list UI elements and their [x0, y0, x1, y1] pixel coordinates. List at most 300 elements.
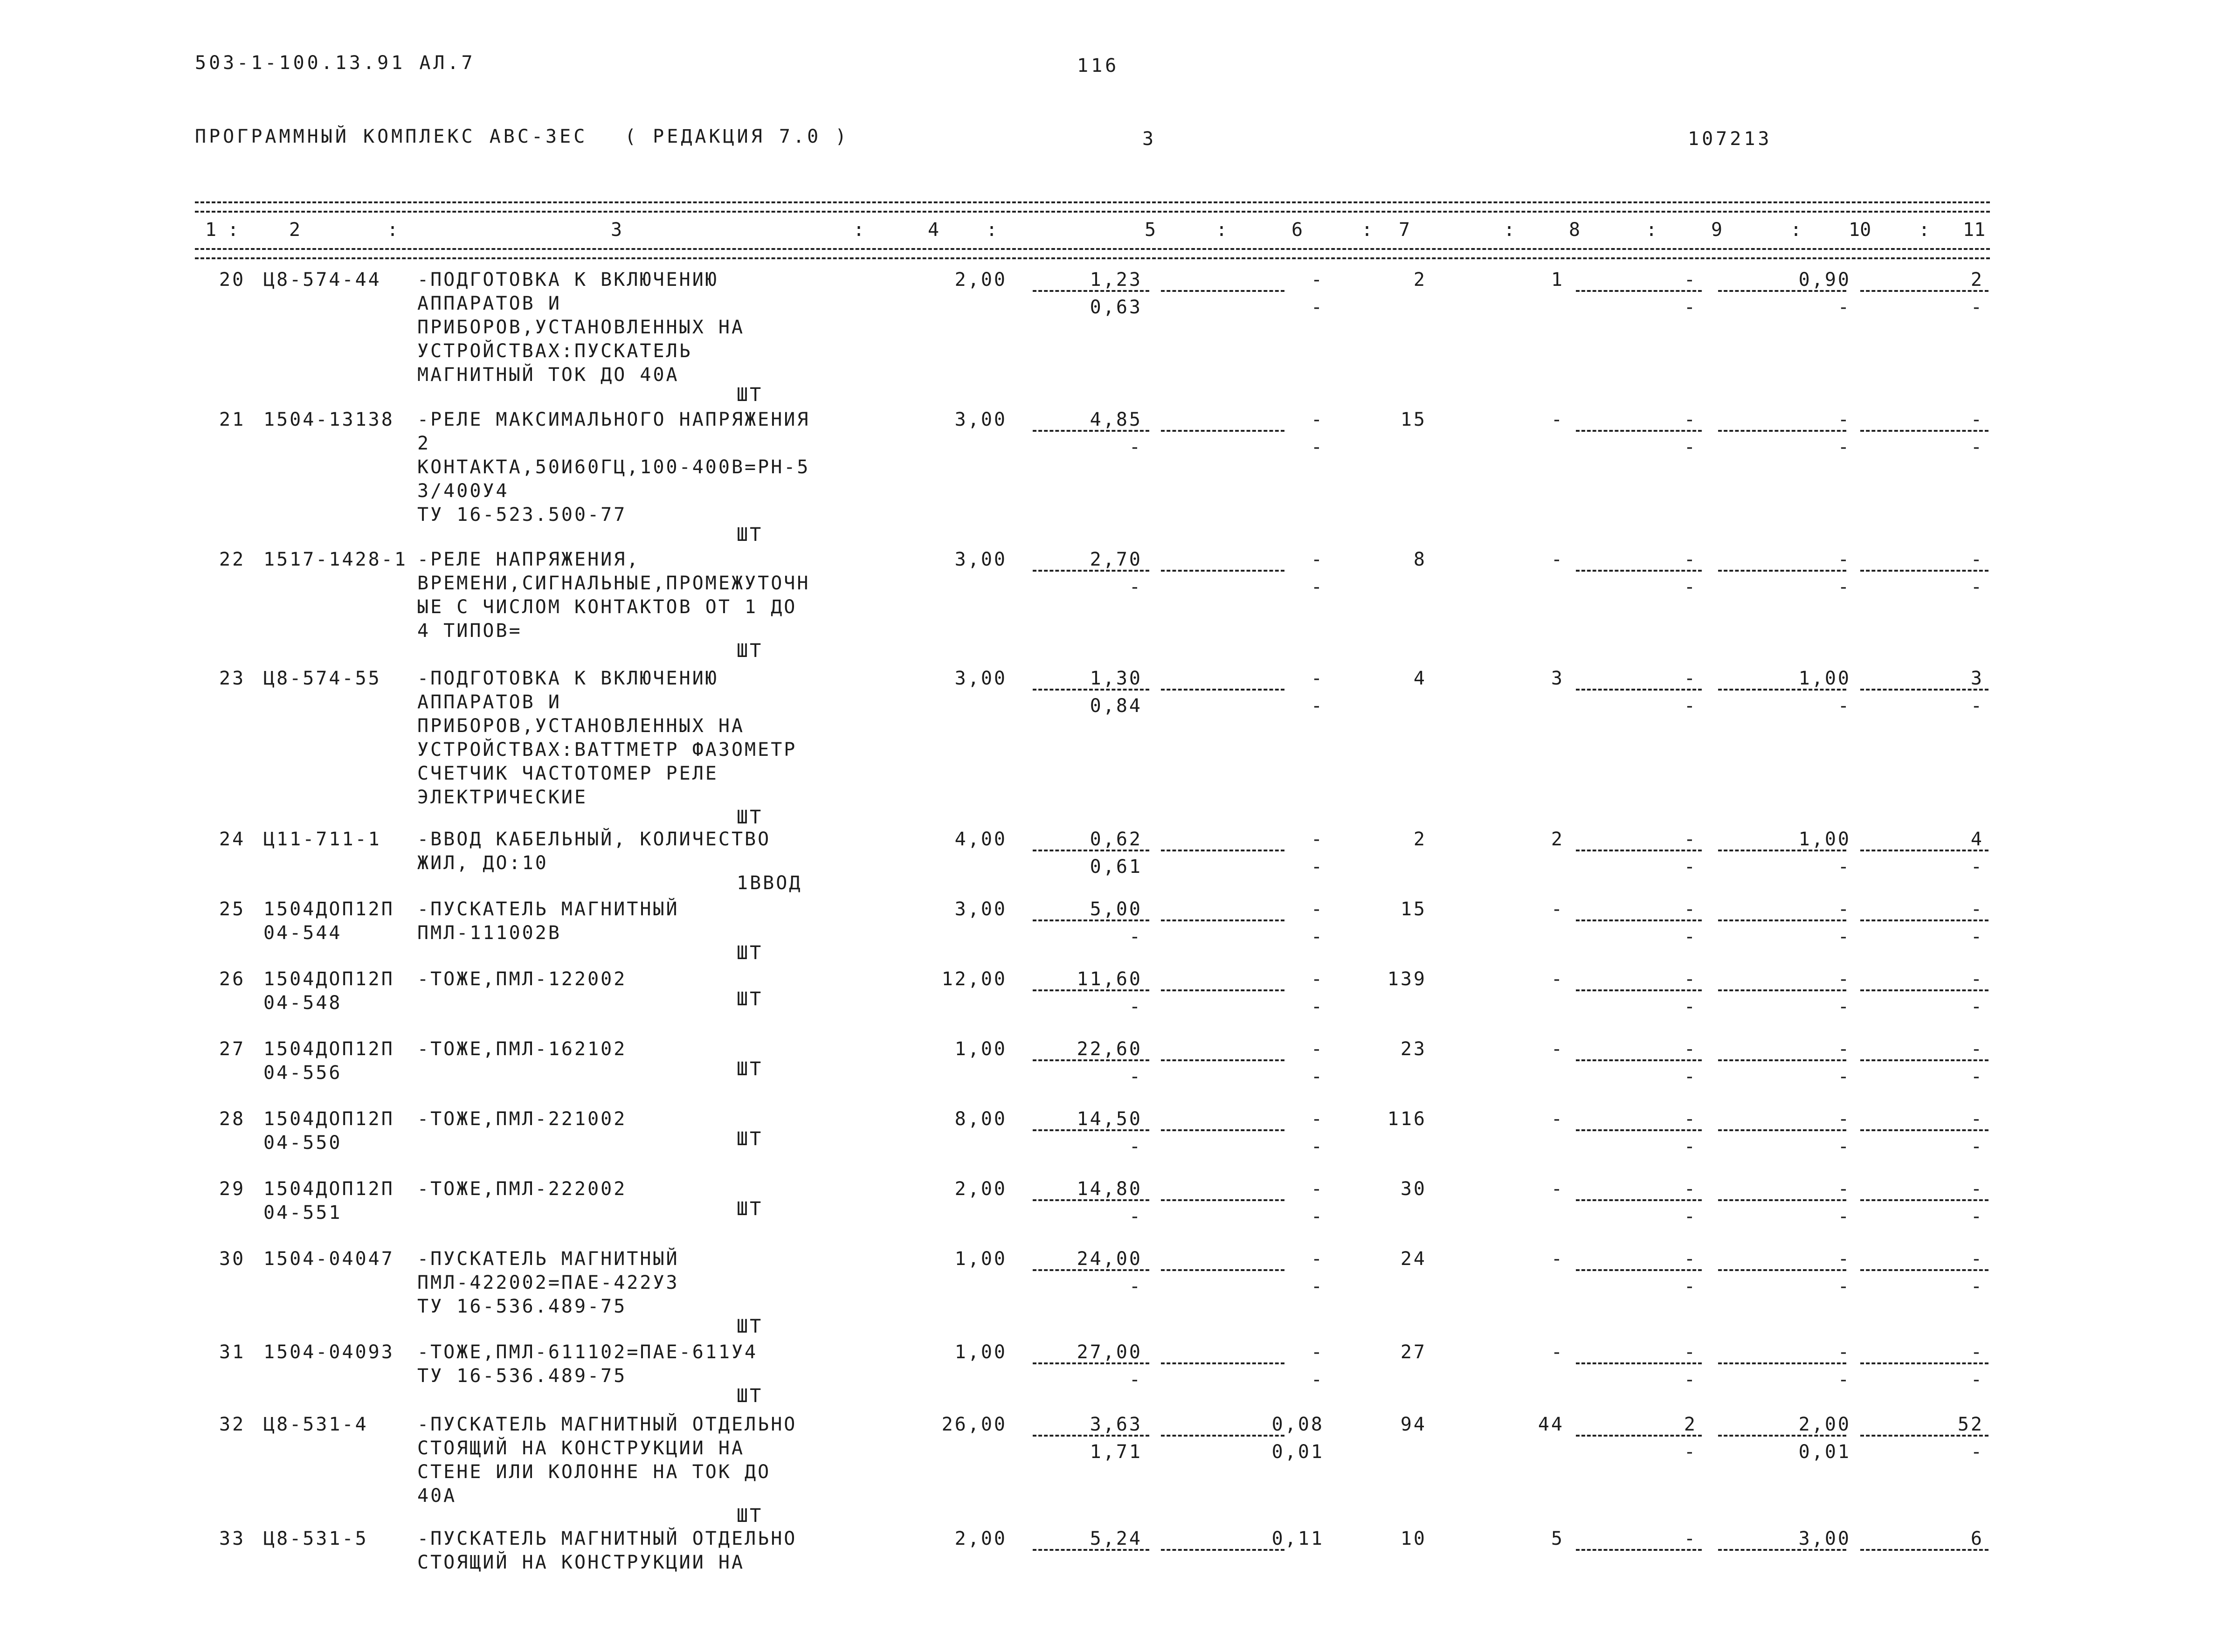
description-line: -ПОДГОТОВКА К ВКЛЮЧЕНИЮ — [417, 668, 718, 689]
resource-code: 1504ДОП12П — [263, 1108, 394, 1130]
description-line: ЫЕ С ЧИСЛОМ КОНТАКТОВ ОТ 1 ДО — [417, 596, 797, 618]
subtotal-rule — [1576, 1435, 1702, 1437]
col10-value: - — [1837, 1178, 1851, 1200]
col5-secondary: 0,61 — [1090, 856, 1142, 878]
col9-secondary: - — [1684, 1136, 1697, 1157]
subtotal-rule — [1576, 1199, 1702, 1201]
subtotal-rule — [1033, 430, 1149, 432]
program-name: ПРОГРАММНЫЙ КОМПЛЕКС АВС-3ЕС — [195, 126, 588, 147]
col6-value: - — [1311, 1038, 1324, 1060]
col10-secondary: - — [1837, 1136, 1851, 1157]
unit-label: ШТ — [737, 807, 763, 828]
col5-secondary: 1,71 — [1090, 1441, 1142, 1463]
col5-value: 27,00 — [1077, 1341, 1142, 1363]
col6-secondary: - — [1311, 1206, 1324, 1227]
col11-secondary: - — [1970, 996, 1984, 1017]
subtotal-rule — [1161, 1129, 1284, 1131]
col11-secondary: - — [1970, 576, 1984, 598]
col5-secondary: - — [1129, 1066, 1142, 1087]
subtotal-rule — [1576, 989, 1702, 991]
col8-value: - — [1551, 1178, 1564, 1200]
col11-secondary: - — [1970, 297, 1984, 318]
col6-value: 0,11 — [1271, 1528, 1324, 1549]
col6-secondary: - — [1311, 576, 1324, 598]
col11-secondary: - — [1970, 1136, 1984, 1157]
resource-code: 1517-1428-1 — [263, 549, 407, 570]
subtotal-rule — [1033, 1059, 1149, 1061]
col11-secondary: - — [1970, 926, 1984, 947]
col9-secondary: - — [1684, 436, 1697, 458]
resource-code: 1504ДОП12П — [263, 899, 394, 920]
col11-secondary: - — [1970, 436, 1984, 458]
col5-secondary: - — [1129, 1369, 1142, 1390]
subtotal-rule — [1860, 1435, 1988, 1437]
subtotal-rule — [1161, 1199, 1284, 1201]
col9-secondary: - — [1684, 996, 1697, 1017]
col6-value: 0,08 — [1271, 1414, 1324, 1435]
col5-value: 0,62 — [1090, 829, 1142, 850]
column-number: 8 — [1569, 219, 1581, 241]
resource-code: 04-556 — [263, 1062, 342, 1084]
col6-value: - — [1311, 1108, 1324, 1130]
column-number: 11 — [1963, 219, 1986, 241]
quantity: 2,00 — [954, 269, 1007, 290]
unit-label: ШТ — [737, 1058, 763, 1080]
description-line: УСТРОЙСТВАХ:ПУСКАТЕЛЬ — [417, 340, 692, 362]
row-number: 21 — [219, 409, 246, 430]
col10-value: 1,00 — [1798, 829, 1851, 850]
description-line: -ПОДГОТОВКА К ВКЛЮЧЕНИЮ — [417, 269, 718, 290]
page-number: 116 — [1077, 55, 1119, 76]
unit-label: 1ВВОД — [737, 872, 802, 894]
unit-label: ШТ — [737, 942, 763, 964]
description-line: ПРИБОРОВ,УСТАНОВЛЕННЫХ НА — [417, 317, 745, 338]
col10-value: - — [1837, 1038, 1851, 1060]
subtotal-rule — [1161, 919, 1284, 921]
col11-secondary: - — [1970, 1066, 1984, 1087]
col6-value: - — [1311, 549, 1324, 570]
col8-value: 2 — [1551, 829, 1564, 850]
description-line: ТУ 16-536.489-75 — [417, 1365, 627, 1387]
unit-label: ШТ — [737, 1385, 763, 1407]
subtotal-rule — [1860, 1059, 1988, 1061]
col10-value: - — [1837, 1248, 1851, 1270]
subtotal-rule — [1033, 850, 1149, 851]
quantity: 26,00 — [941, 1414, 1007, 1435]
quantity: 1,00 — [954, 1341, 1007, 1363]
description-line: -ТОЖЕ,ПМЛ-221002 — [417, 1108, 627, 1130]
column-number: 2 — [289, 219, 301, 241]
col10-secondary: - — [1837, 695, 1851, 717]
column-number: : — [228, 219, 239, 241]
unit-label: ШТ — [737, 1198, 763, 1220]
col8-value: 5 — [1551, 1528, 1564, 1549]
header-rule-bottom-2 — [195, 257, 1990, 259]
subtotal-rule — [1033, 1435, 1149, 1437]
col5-secondary: - — [1129, 1206, 1142, 1227]
description-line: 4 ТИПОВ= — [417, 620, 522, 642]
col10-value: - — [1837, 1341, 1851, 1363]
col11-value: - — [1970, 1178, 1984, 1200]
col5-secondary: 0,84 — [1090, 695, 1142, 717]
col9-value: - — [1684, 668, 1697, 689]
subtotal-rule — [1033, 570, 1149, 572]
header-rule-top-2 — [195, 211, 1990, 213]
row-number: 32 — [219, 1414, 246, 1435]
description-line: СТЕНЕ ИЛИ КОЛОННЕ НА ТОК ДО — [417, 1461, 771, 1483]
quantity: 12,00 — [941, 968, 1007, 990]
col5-value: 5,00 — [1090, 899, 1142, 920]
col5-secondary: - — [1129, 926, 1142, 947]
col6-secondary: - — [1311, 1066, 1324, 1087]
col10-value: - — [1837, 409, 1851, 430]
row-number: 22 — [219, 549, 246, 570]
quantity: 3,00 — [954, 549, 1007, 570]
col8-value: - — [1551, 968, 1564, 990]
column-number: : — [387, 219, 399, 241]
quantity: 2,00 — [954, 1528, 1007, 1549]
col10-value: - — [1837, 968, 1851, 990]
unit-label: ШТ — [737, 1316, 763, 1337]
row-number: 27 — [219, 1038, 246, 1060]
subtotal-rule — [1576, 850, 1702, 851]
col11-value: - — [1970, 1341, 1984, 1363]
subtotal-rule — [1033, 1129, 1149, 1131]
subtotal-rule — [1718, 1435, 1846, 1437]
col5-value: 1,23 — [1090, 269, 1142, 290]
row-number: 20 — [219, 269, 246, 290]
col5-secondary: - — [1129, 1276, 1142, 1297]
resource-code: 1504ДОП12П — [263, 968, 394, 990]
subtotal-rule — [1860, 689, 1988, 691]
description-line: -ВВОД КАБЕЛЬНЫЙ, КОЛИЧЕСТВО — [417, 829, 771, 850]
col10-secondary: - — [1837, 436, 1851, 458]
col6-secondary: - — [1311, 436, 1324, 458]
subtotal-rule — [1161, 1269, 1284, 1271]
subtotal-rule — [1576, 1362, 1702, 1364]
quantity: 8,00 — [954, 1108, 1007, 1130]
resource-code: Ц11-711-1 — [263, 829, 381, 850]
subtotal-rule — [1576, 570, 1702, 572]
col8-value: - — [1551, 409, 1564, 430]
col5-value: 5,24 — [1090, 1528, 1142, 1549]
col11-value: 52 — [1957, 1414, 1984, 1435]
col10-secondary: - — [1837, 856, 1851, 878]
subtotal-rule — [1860, 570, 1988, 572]
col8-value: 1 — [1551, 269, 1564, 290]
col11-value: - — [1970, 899, 1984, 920]
subtotal-rule — [1718, 1199, 1846, 1201]
column-number: 10 — [1849, 219, 1871, 241]
description-line: ПМЛ-422002=ПАЕ-422У3 — [417, 1272, 679, 1293]
description-line: -РЕЛЕ МАКСИМАЛЬНОГО НАПРЯЖЕНИЯ — [417, 409, 810, 430]
resource-code: 04-550 — [263, 1132, 342, 1154]
row-number: 30 — [219, 1248, 246, 1270]
description-line: АППАРАТОВ И — [417, 691, 561, 713]
description-line: АППАРАТОВ И — [417, 293, 561, 314]
description-line: УСТРОЙСТВАХ:ВАТТМЕТР ФАЗОМЕТР — [417, 739, 797, 760]
resource-code: 04-551 — [263, 1202, 342, 1223]
row-number: 33 — [219, 1528, 246, 1549]
col11-value: - — [1970, 1108, 1984, 1130]
resource-code: 1504-04093 — [263, 1341, 394, 1363]
subtotal-rule — [1161, 290, 1284, 292]
subtotal-rule — [1161, 850, 1284, 851]
subtotal-rule — [1718, 1549, 1846, 1551]
col6-value: - — [1311, 1341, 1324, 1363]
col10-value: 0,90 — [1798, 269, 1851, 290]
subtotal-rule — [1033, 919, 1149, 921]
subtotal-rule — [1860, 919, 1988, 921]
col11-secondary: - — [1970, 1276, 1984, 1297]
col9-value: - — [1684, 1248, 1697, 1270]
col8-value: 44 — [1538, 1414, 1564, 1435]
subtotal-rule — [1161, 689, 1284, 691]
col9-secondary: - — [1684, 576, 1697, 598]
subtotal-rule — [1718, 570, 1846, 572]
col9-secondary: - — [1684, 297, 1697, 318]
quantity: 3,00 — [954, 409, 1007, 430]
description-line: -ТОЖЕ,ПМЛ-162102 — [417, 1038, 627, 1060]
subtotal-rule — [1718, 290, 1846, 292]
subtotal-rule — [1718, 850, 1846, 851]
header-rule-top — [195, 201, 1990, 203]
resource-code: 04-548 — [263, 992, 342, 1014]
col9-value: - — [1684, 1528, 1697, 1549]
col11-value: 2 — [1970, 269, 1984, 290]
col5-value: 24,00 — [1077, 1248, 1142, 1270]
column-number: 4 — [928, 219, 939, 241]
description-line: ТУ 16-523.500-77 — [417, 504, 627, 525]
col11-secondary: - — [1970, 856, 1984, 878]
col8-value: - — [1551, 1341, 1564, 1363]
col6-value: - — [1311, 1178, 1324, 1200]
subtotal-rule — [1576, 919, 1702, 921]
document-code: 503-1-100.13.91 АЛ.7 — [195, 52, 476, 74]
col9-secondary: - — [1684, 926, 1697, 947]
description-line: 2 — [417, 433, 431, 454]
subtotal-rule — [1161, 570, 1284, 572]
column-number: : — [1361, 219, 1373, 241]
col8-value: 3 — [1551, 668, 1564, 689]
description-line: -ТОЖЕ,ПМЛ-611102=ПАЕ-611У4 — [417, 1341, 758, 1363]
column-number: 7 — [1399, 219, 1410, 241]
col9-value: - — [1684, 1038, 1697, 1060]
col7-value: 24 — [1400, 1248, 1427, 1270]
description-line: СТОЯЩИЙ НА КОНСТРУКЦИИ НА — [417, 1438, 745, 1459]
col5-value: 14,50 — [1077, 1108, 1142, 1130]
col7-value: 2 — [1413, 269, 1427, 290]
description-line: ЖИЛ, ДО:10 — [417, 852, 548, 874]
quantity: 3,00 — [954, 668, 1007, 689]
subtotal-rule — [1033, 1549, 1149, 1551]
col5-value: 22,60 — [1077, 1038, 1142, 1060]
col10-secondary: - — [1837, 297, 1851, 318]
resource-code: 1504-13138 — [263, 409, 394, 430]
col9-value: - — [1684, 1341, 1697, 1363]
col7-value: 15 — [1400, 899, 1427, 920]
row-number: 31 — [219, 1341, 246, 1363]
col10-value: - — [1837, 899, 1851, 920]
col8-value: - — [1551, 1038, 1564, 1060]
subtotal-rule — [1576, 1269, 1702, 1271]
subtotal-rule — [1718, 1059, 1846, 1061]
resource-code: Ц8-531-4 — [263, 1414, 368, 1435]
description-line: СЧЕТЧИК ЧАСТОТОМЕР РЕЛЕ — [417, 763, 718, 784]
subtotal-rule — [1718, 1362, 1846, 1364]
col9-secondary: - — [1684, 695, 1697, 717]
subtotal-rule — [1576, 1549, 1702, 1551]
col6-value: - — [1311, 899, 1324, 920]
subtotal-rule — [1860, 1129, 1988, 1131]
col11-value: - — [1970, 549, 1984, 570]
col7-value: 10 — [1400, 1528, 1427, 1549]
col9-secondary: - — [1684, 1441, 1697, 1463]
col11-value: - — [1970, 409, 1984, 430]
description-line: ВРЕМЕНИ,СИГНАЛЬНЫЕ,ПРОМЕЖУТОЧН — [417, 573, 810, 594]
col11-value: - — [1970, 1248, 1984, 1270]
col9-secondary: - — [1684, 1066, 1697, 1087]
row-number: 24 — [219, 829, 246, 850]
unit-label: ШТ — [737, 640, 763, 662]
col7-value: 15 — [1400, 409, 1427, 430]
subtotal-rule — [1033, 290, 1149, 292]
description-line: 3/400У4 — [417, 480, 509, 502]
col10-secondary: - — [1837, 926, 1851, 947]
col7-value: 8 — [1413, 549, 1427, 570]
col10-value: - — [1837, 1108, 1851, 1130]
description-line: -ПУСКАТЕЛЬ МАГНИТНЫЙ ОТДЕЛЬНО — [417, 1414, 797, 1435]
description-line: МАГНИТНЫЙ ТОК ДО 40А — [417, 364, 679, 386]
column-number: 9 — [1711, 219, 1723, 241]
col6-value: - — [1311, 829, 1324, 850]
col5-secondary: - — [1129, 576, 1142, 598]
col6-secondary: 0,01 — [1271, 1441, 1324, 1463]
col7-value: 23 — [1400, 1038, 1427, 1060]
column-number: 3 — [611, 219, 622, 241]
description-line: -ТОЖЕ,ПМЛ-122002 — [417, 968, 627, 990]
subtotal-rule — [1576, 290, 1702, 292]
column-number: 5 — [1145, 219, 1156, 241]
unit-label: ШТ — [737, 384, 763, 406]
col6-secondary: - — [1311, 926, 1324, 947]
description-line: ТУ 16-536.489-75 — [417, 1296, 627, 1317]
subtotal-rule — [1161, 430, 1284, 432]
col6-value: - — [1311, 668, 1324, 689]
col11-value: - — [1970, 1038, 1984, 1060]
quantity: 1,00 — [954, 1248, 1007, 1270]
col7-value: 139 — [1387, 968, 1427, 990]
column-number: : — [1919, 219, 1930, 241]
column-number: : — [853, 219, 865, 241]
subtotal-rule — [1576, 689, 1702, 691]
resource-code: Ц8-574-55 — [263, 668, 381, 689]
col8-value: - — [1551, 1108, 1564, 1130]
col5-secondary: - — [1129, 436, 1142, 458]
col10-value: - — [1837, 549, 1851, 570]
col10-value: 3,00 — [1798, 1528, 1851, 1549]
description-line: -ПУСКАТЕЛЬ МАГНИТНЫЙ — [417, 1248, 679, 1270]
col6-secondary: - — [1311, 1276, 1324, 1297]
column-number: 1 — [205, 219, 217, 241]
col9-value: - — [1684, 899, 1697, 920]
col10-value: 2,00 — [1798, 1414, 1851, 1435]
col5-value: 3,63 — [1090, 1414, 1142, 1435]
row-number: 23 — [219, 668, 246, 689]
col10-secondary: - — [1837, 1066, 1851, 1087]
col10-value: 1,00 — [1798, 668, 1851, 689]
col5-secondary: - — [1129, 996, 1142, 1017]
subtotal-rule — [1718, 1129, 1846, 1131]
description-line: ПМЛ-111002В — [417, 922, 561, 944]
description-line: КОНТАКТА,50И60ГЦ,100-400В=РН-5 — [417, 456, 810, 478]
col9-value: - — [1684, 409, 1697, 430]
col7-value: 2 — [1413, 829, 1427, 850]
subtotal-rule — [1718, 689, 1846, 691]
col6-value: - — [1311, 968, 1324, 990]
col10-secondary: - — [1837, 1369, 1851, 1390]
col11-secondary: - — [1970, 1369, 1984, 1390]
subtotal-rule — [1860, 1362, 1988, 1364]
column-number: : — [1216, 219, 1228, 241]
col10-secondary: - — [1837, 996, 1851, 1017]
col9-value: 2 — [1684, 1414, 1697, 1435]
col6-value: - — [1311, 409, 1324, 430]
col10-secondary: - — [1837, 1206, 1851, 1227]
quantity: 3,00 — [954, 899, 1007, 920]
col11-value: 3 — [1970, 668, 1984, 689]
col9-secondary: - — [1684, 1206, 1697, 1227]
resource-code: Ц8-531-5 — [263, 1528, 368, 1549]
col6-secondary: - — [1311, 1136, 1324, 1157]
subtotal-rule — [1033, 689, 1149, 691]
subtotal-rule — [1860, 989, 1988, 991]
column-number: : — [1504, 219, 1515, 241]
description-line: ЭЛЕКТРИЧЕСКИЕ — [417, 787, 588, 808]
col9-value: - — [1684, 968, 1697, 990]
subtotal-rule — [1576, 430, 1702, 432]
subtotal-rule — [1718, 1269, 1846, 1271]
subtotal-rule — [1033, 1269, 1149, 1271]
sheet-number: 3 — [1142, 128, 1157, 150]
col11-value: 6 — [1970, 1528, 1984, 1549]
resource-code: 04-544 — [263, 922, 342, 944]
quantity: 1,00 — [954, 1038, 1007, 1060]
col11-value: 4 — [1970, 829, 1984, 850]
col7-value: 116 — [1387, 1108, 1427, 1130]
unit-label: ШТ — [737, 1505, 763, 1527]
row-number: 29 — [219, 1178, 246, 1200]
subtotal-rule — [1860, 290, 1988, 292]
quantity: 2,00 — [954, 1178, 1007, 1200]
description-line: -ТОЖЕ,ПМЛ-222002 — [417, 1178, 627, 1200]
col6-value: - — [1311, 1248, 1324, 1270]
row-number: 26 — [219, 968, 246, 990]
description-line: СТОЯЩИЙ НА КОНСТРУКЦИИ НА — [417, 1552, 745, 1573]
col9-value: - — [1684, 269, 1697, 290]
col11-secondary: - — [1970, 1206, 1984, 1227]
description-line: 40А — [417, 1485, 457, 1507]
column-number: : — [1790, 219, 1802, 241]
subtotal-rule — [1718, 430, 1846, 432]
subtotal-rule — [1161, 1059, 1284, 1061]
row-number: 28 — [219, 1108, 246, 1130]
column-number: : — [986, 219, 998, 241]
subtotal-rule — [1718, 919, 1846, 921]
col5-value: 11,60 — [1077, 968, 1142, 990]
resource-code: Ц8-574-44 — [263, 269, 381, 290]
col6-secondary: - — [1311, 297, 1324, 318]
